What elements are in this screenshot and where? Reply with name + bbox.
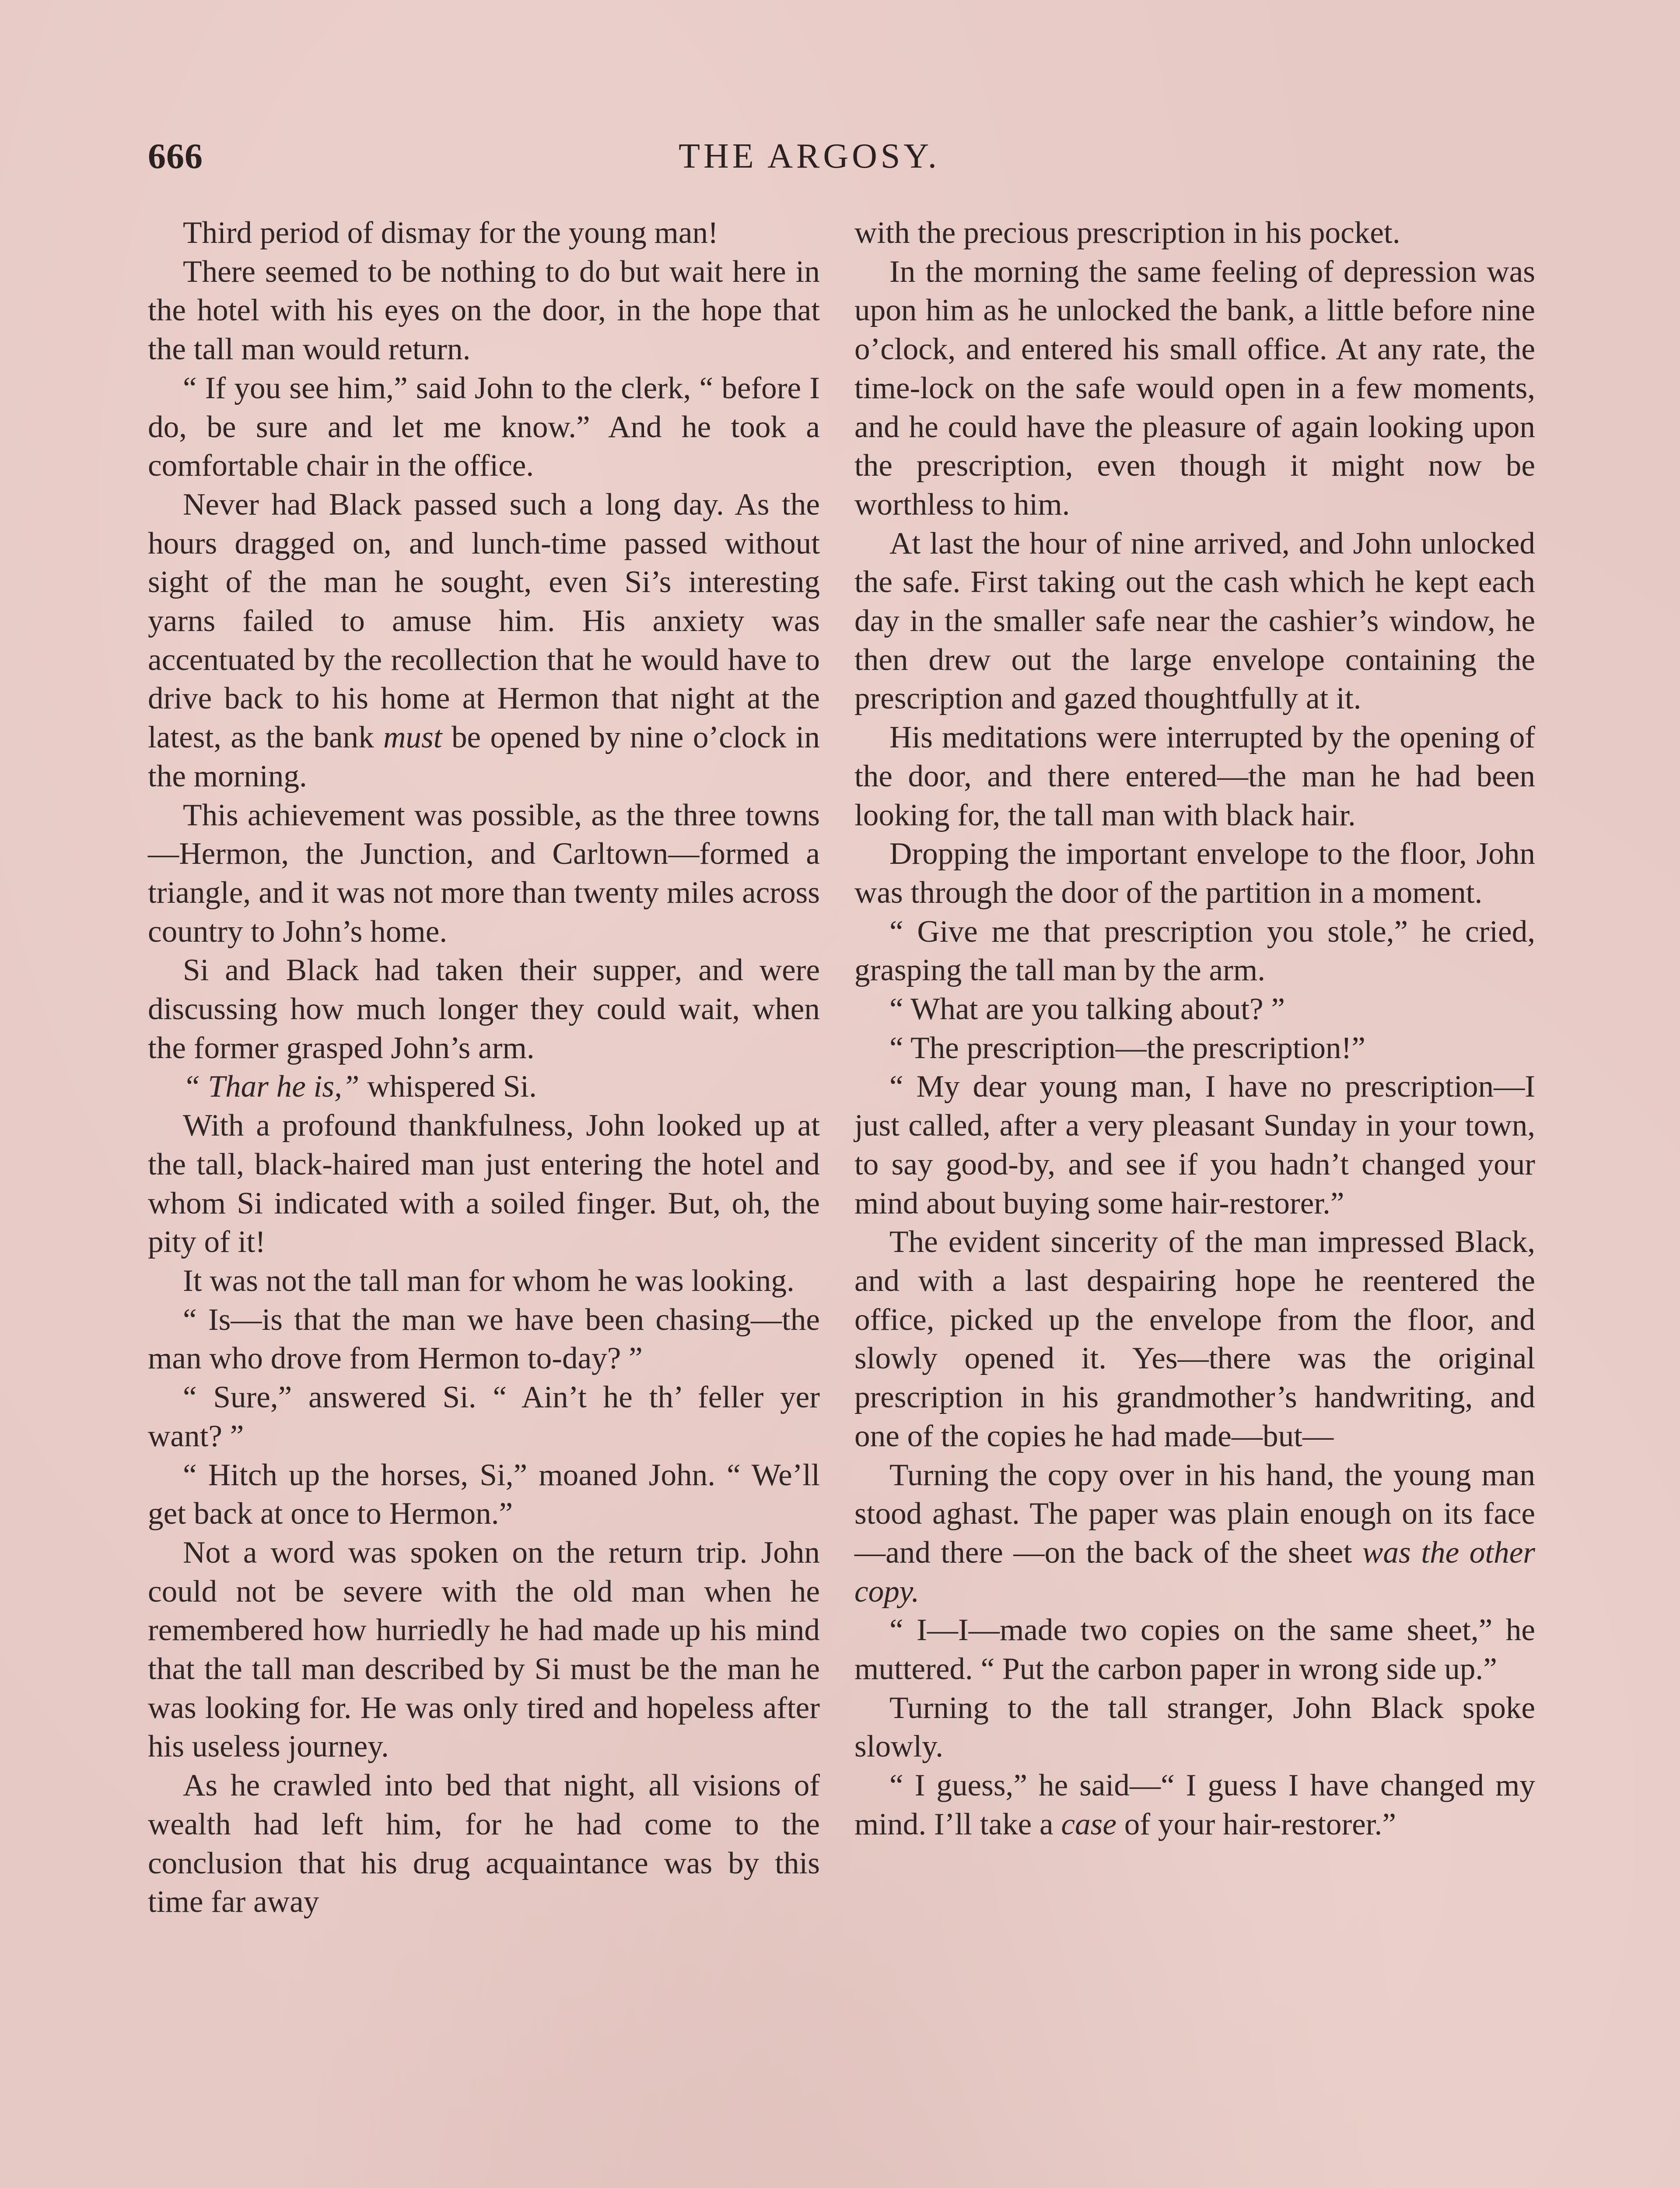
- paragraph: It was not the tall man for whom he was looking.: [183, 1263, 794, 1298]
- paragraph-text: “ I guess,” he said—“ I guess I have changed my mind. I’ll take a: [854, 1768, 1535, 1841]
- emphasis: case: [1061, 1807, 1116, 1841]
- emphasis: was the other copy.: [854, 1535, 1535, 1609]
- paragraph: In the morning the same feeling of depression was upon him as he unlocked the bank, a little before nine o’clock, and entered his small office. At any rate, the time-lock on the safe would open in a few moments, and he could have the pleasure of again looking upon the prescription, even though it might now be worthless to him.: [854, 254, 1535, 522]
- paragraph: Turning to the tall stranger, John Black spoke slowly.: [854, 1690, 1535, 1764]
- paragraph: As he crawled into bed that night, all visions of wealth had left him, for he had come to the conclusion that his drug acquaintance was by this time far away: [148, 1768, 820, 1919]
- running-title: THE ARGOSY.: [679, 137, 940, 175]
- paragraph: There seemed to be nothing to do but wait here in the hotel with his eyes on the door, in the hope that the tall man would return.: [148, 254, 820, 367]
- paragraph: Not a word was spoken on the return trip. John could not be severe with the old man when he remembered how hurriedly he had made up his mind that the tall man described by Si must be the man he was looking for. He was only tired and hopeless after his useless journey.: [148, 1535, 820, 1764]
- paragraph-text: whispered Si.: [367, 1069, 537, 1104]
- paragraph: Si and Black had taken their supper, and were discussing how much longer they could wait, when the former grasped John’s arm.: [148, 953, 820, 1065]
- paragraph: At last the hour of nine arrived, and John unlocked the safe. First taking out the cash which he kept each day in the smaller safe near the cashier’s window, he then drew out the large envelope containing the prescription and gazed thoughtfully at it.: [854, 526, 1535, 716]
- paragraph: “ Hitch up the horses, Si,” moaned John. “ We’ll get back at once to Hermon.”: [148, 1458, 820, 1531]
- paragraph: [854, 1456, 1535, 1611]
- paragraph: “ My dear young man, I have no prescription—I just called, after a very pleasant Sunday in your town, to say good-by, and see if you hadn’t changed your mind about buying some hair-restorer.”: [854, 1069, 1535, 1220]
- paragraph: “ Give me that prescription you stole,” he cried, grasping the tall man by the arm.: [854, 914, 1535, 988]
- paragraph: “ What are you talking about? ”: [889, 992, 1285, 1027]
- right-column: [854, 214, 1535, 1844]
- paragraph: The evident sincerity of the man impressed Black, and with a last despairing hope he reentered the office, picked up the envelope from the floor, and slowly opened it. Yes—there was the original prescription in his grandmother’s handwriting, and one of the copies he had made—but—: [854, 1225, 1535, 1453]
- page-number: 666: [148, 136, 203, 176]
- paragraph-text: Turning the copy over in his hand, the young man stood aghast. The paper was plain enough on its face—and there —on the back of the sheet: [854, 1458, 1535, 1570]
- paragraph: with the precious prescription in his pocket.: [854, 216, 1400, 250]
- paragraph-text: of your hair-restorer.”: [1124, 1807, 1396, 1841]
- paragraph: His meditations were interrupted by the opening of the door, and there entered—the man he had been looking for, the tall man with black hair.: [854, 720, 1535, 832]
- paragraph-text: Never had Black passed such a long day. As the hours dragged on, and lunch-time passed without sight of the man he sought, even Si’s interesting yarns failed to amuse him. His anxiety was accentuated by the recollection that he would have to drive back to his home at Hermon that night at the latest, as the bank: [148, 487, 820, 755]
- paragraph: With a profound thankfulness, John looked up at the tall, black-haired man just entering the hotel and whom Si indicated with a soiled finger. But, oh, the pity of it!: [148, 1108, 820, 1259]
- paragraph: [854, 1766, 1535, 1844]
- paragraph: [148, 485, 820, 796]
- paragraph: Dropping the important envelope to the floor, John was through the door of the partition in a moment.: [854, 837, 1535, 910]
- paragraph-text: be opened by nine o’clock in the morning.: [148, 720, 820, 793]
- left-column: [148, 214, 820, 1922]
- paragraph: Third period of dismay for the young man!: [183, 216, 718, 250]
- emphasis: “ Thar he is,”: [183, 1069, 360, 1104]
- paragraph: “ Sure,” answered Si. “ Ain’t he th’ feller yer want? ”: [148, 1380, 820, 1453]
- emphasis: must: [383, 720, 442, 755]
- paragraph: “ The prescription—the prescription!”: [889, 1031, 1365, 1065]
- paragraph: “ If you see him,” said John to the clerk, “ before I do, be sure and let me know.” And he took a comfortable chair in the office.: [148, 371, 820, 483]
- paragraph: “ I—I—made two copies on the same sheet,” he muttered. “ Put the carbon paper in wrong side up.”: [854, 1613, 1535, 1687]
- paragraph: [148, 1067, 820, 1106]
- paragraph: “ Is—is that the man we have been chasing—the man who drove from Hermon to-day? ”: [148, 1302, 820, 1376]
- paragraph: This achievement was possible, as the three towns—Hermon, the Junction, and Carltown—formed a triangle, and it was not more than twenty miles across country to John’s home.: [148, 798, 820, 949]
